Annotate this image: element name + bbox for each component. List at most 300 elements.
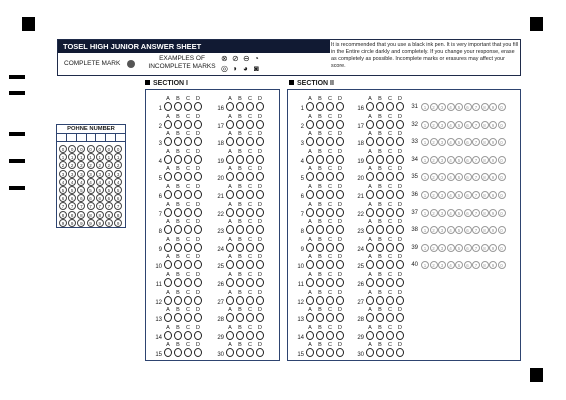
phone-digit-bubble[interactable]: 9 bbox=[96, 219, 104, 227]
phone-digit-bubble[interactable]: 9 bbox=[68, 219, 76, 227]
answer-bubble[interactable] bbox=[226, 313, 234, 322]
answer-bubble[interactable]: 1 bbox=[421, 173, 429, 181]
answer-bubble[interactable] bbox=[164, 155, 172, 164]
answer-bubble[interactable]: 5 bbox=[455, 138, 463, 146]
answer-bubble[interactable] bbox=[174, 348, 182, 357]
answer-bubble[interactable] bbox=[164, 260, 172, 269]
answer-bubble[interactable] bbox=[366, 313, 374, 322]
phone-digit-bubble[interactable]: 3 bbox=[59, 170, 67, 178]
answer-bubble[interactable]: 9 bbox=[489, 138, 497, 146]
answer-bubble[interactable] bbox=[386, 243, 394, 252]
answer-bubble[interactable] bbox=[184, 190, 192, 199]
phone-digit-bubble[interactable]: 4 bbox=[87, 178, 95, 186]
answer-bubble[interactable] bbox=[256, 348, 264, 357]
answer-bubble[interactable]: 5 bbox=[455, 156, 463, 164]
answer-bubble[interactable] bbox=[396, 208, 404, 217]
answer-bubble[interactable] bbox=[184, 296, 192, 305]
answer-bubble[interactable]: 2 bbox=[430, 138, 438, 146]
answer-bubble[interactable] bbox=[326, 313, 334, 322]
answer-bubble[interactable]: 3 bbox=[438, 138, 446, 146]
answer-bubble[interactable] bbox=[306, 331, 314, 340]
answer-bubble[interactable]: 1 bbox=[421, 156, 429, 164]
phone-digit-bubble[interactable]: 6 bbox=[59, 194, 67, 202]
answer-bubble[interactable] bbox=[396, 313, 404, 322]
answer-bubble[interactable] bbox=[386, 155, 394, 164]
phone-digit-bubble[interactable]: 2 bbox=[59, 161, 67, 169]
answer-bubble[interactable] bbox=[174, 278, 182, 287]
answer-bubble[interactable] bbox=[256, 102, 264, 111]
answer-bubble[interactable] bbox=[174, 190, 182, 199]
answer-bubble[interactable] bbox=[256, 208, 264, 217]
phone-digit-bubble[interactable]: 6 bbox=[68, 194, 76, 202]
answer-bubble[interactable]: 5 bbox=[455, 121, 463, 129]
answer-bubble[interactable] bbox=[306, 190, 314, 199]
answer-bubble[interactable] bbox=[316, 313, 324, 322]
answer-bubble[interactable]: 7 bbox=[472, 156, 480, 164]
answer-bubble[interactable] bbox=[174, 260, 182, 269]
answer-bubble[interactable] bbox=[386, 190, 394, 199]
answer-bubble[interactable]: 6 bbox=[464, 173, 472, 181]
answer-bubble[interactable] bbox=[386, 348, 394, 357]
answer-bubble[interactable]: 9 bbox=[489, 209, 497, 217]
answer-bubble[interactable]: 8 bbox=[481, 244, 489, 252]
answer-bubble[interactable] bbox=[376, 348, 384, 357]
phone-entry-box[interactable] bbox=[87, 134, 97, 141]
phone-digit-bubble[interactable]: 4 bbox=[105, 178, 113, 186]
answer-bubble[interactable] bbox=[326, 208, 334, 217]
answer-bubble[interactable]: 0 bbox=[498, 191, 506, 199]
answer-bubble[interactable]: 7 bbox=[472, 209, 480, 217]
answer-bubble[interactable]: 6 bbox=[464, 191, 472, 199]
answer-bubble[interactable]: 4 bbox=[447, 226, 455, 234]
answer-bubble[interactable] bbox=[326, 172, 334, 181]
answer-bubble[interactable] bbox=[326, 243, 334, 252]
answer-bubble[interactable] bbox=[366, 331, 374, 340]
answer-bubble[interactable] bbox=[396, 225, 404, 234]
answer-bubble[interactable]: 1 bbox=[421, 191, 429, 199]
answer-bubble[interactable] bbox=[184, 313, 192, 322]
answer-bubble[interactable] bbox=[386, 260, 394, 269]
phone-digit-bubble[interactable]: 7 bbox=[59, 202, 67, 210]
answer-bubble[interactable] bbox=[164, 190, 172, 199]
answer-bubble[interactable] bbox=[396, 348, 404, 357]
answer-bubble[interactable] bbox=[366, 260, 374, 269]
answer-bubble[interactable] bbox=[306, 172, 314, 181]
answer-bubble[interactable] bbox=[164, 172, 172, 181]
answer-bubble[interactable]: 3 bbox=[438, 209, 446, 217]
answer-bubble[interactable] bbox=[226, 155, 234, 164]
answer-bubble[interactable] bbox=[194, 243, 202, 252]
phone-digit-bubble[interactable]: 3 bbox=[96, 170, 104, 178]
phone-digit-bubble[interactable]: 9 bbox=[114, 219, 122, 227]
phone-digit-bubble[interactable]: 6 bbox=[114, 194, 122, 202]
phone-entry-box[interactable] bbox=[106, 134, 116, 141]
answer-bubble[interactable] bbox=[326, 137, 334, 146]
answer-bubble[interactable] bbox=[236, 225, 244, 234]
phone-entry-box[interactable] bbox=[116, 134, 125, 141]
answer-bubble[interactable] bbox=[184, 155, 192, 164]
answer-bubble[interactable] bbox=[184, 243, 192, 252]
answer-bubble[interactable]: 3 bbox=[438, 121, 446, 129]
answer-bubble[interactable] bbox=[194, 278, 202, 287]
answer-bubble[interactable] bbox=[366, 120, 374, 129]
answer-bubble[interactable] bbox=[396, 172, 404, 181]
phone-digit-bubble[interactable]: 1 bbox=[59, 153, 67, 161]
answer-bubble[interactable] bbox=[396, 102, 404, 111]
answer-bubble[interactable] bbox=[164, 102, 172, 111]
answer-bubble[interactable] bbox=[336, 331, 344, 340]
answer-bubble[interactable] bbox=[246, 243, 254, 252]
answer-bubble[interactable]: 8 bbox=[481, 103, 489, 111]
answer-bubble[interactable]: 2 bbox=[430, 156, 438, 164]
answer-bubble[interactable]: 8 bbox=[481, 173, 489, 181]
answer-bubble[interactable]: 5 bbox=[455, 244, 463, 252]
answer-bubble[interactable]: 4 bbox=[447, 191, 455, 199]
answer-bubble[interactable] bbox=[336, 137, 344, 146]
phone-digit-bubble[interactable]: 3 bbox=[77, 170, 85, 178]
answer-bubble[interactable] bbox=[164, 313, 172, 322]
answer-bubble[interactable] bbox=[164, 348, 172, 357]
answer-bubble[interactable] bbox=[184, 172, 192, 181]
phone-digit-bubble[interactable]: 4 bbox=[68, 178, 76, 186]
answer-bubble[interactable] bbox=[306, 102, 314, 111]
answer-bubble[interactable] bbox=[236, 348, 244, 357]
answer-bubble[interactable] bbox=[236, 190, 244, 199]
phone-digit-bubble[interactable]: 7 bbox=[105, 202, 113, 210]
answer-bubble[interactable]: 1 bbox=[421, 121, 429, 129]
answer-bubble[interactable] bbox=[174, 296, 182, 305]
phone-digit-bubble[interactable]: 6 bbox=[77, 194, 85, 202]
answer-bubble[interactable]: 0 bbox=[498, 156, 506, 164]
answer-bubble[interactable] bbox=[226, 260, 234, 269]
answer-bubble[interactable] bbox=[226, 348, 234, 357]
answer-bubble[interactable] bbox=[226, 296, 234, 305]
answer-bubble[interactable] bbox=[184, 102, 192, 111]
phone-digit-bubble[interactable]: 5 bbox=[96, 186, 104, 194]
phone-digit-bubble[interactable]: 6 bbox=[96, 194, 104, 202]
answer-bubble[interactable] bbox=[246, 155, 254, 164]
answer-bubble[interactable] bbox=[226, 120, 234, 129]
answer-bubble[interactable] bbox=[316, 137, 324, 146]
answer-bubble[interactable]: 5 bbox=[455, 226, 463, 234]
answer-bubble[interactable]: 3 bbox=[438, 173, 446, 181]
phone-digit-bubble[interactable]: 9 bbox=[59, 219, 67, 227]
phone-digit-bubble[interactable]: 5 bbox=[87, 186, 95, 194]
answer-bubble[interactable]: 4 bbox=[447, 209, 455, 217]
answer-bubble[interactable] bbox=[236, 120, 244, 129]
answer-bubble[interactable]: 1 bbox=[421, 261, 429, 269]
phone-digit-bubble[interactable]: 8 bbox=[87, 211, 95, 219]
phone-digit-bubble[interactable]: 2 bbox=[77, 161, 85, 169]
answer-bubble[interactable] bbox=[336, 120, 344, 129]
answer-bubble[interactable] bbox=[236, 208, 244, 217]
answer-bubble[interactable] bbox=[194, 260, 202, 269]
answer-bubble[interactable]: 5 bbox=[455, 191, 463, 199]
answer-bubble[interactable] bbox=[396, 243, 404, 252]
answer-bubble[interactable] bbox=[194, 137, 202, 146]
answer-bubble[interactable] bbox=[396, 296, 404, 305]
answer-bubble[interactable] bbox=[316, 278, 324, 287]
answer-bubble[interactable] bbox=[246, 120, 254, 129]
phone-digit-bubble[interactable]: 1 bbox=[68, 153, 76, 161]
answer-bubble[interactable] bbox=[246, 296, 254, 305]
answer-bubble[interactable] bbox=[326, 260, 334, 269]
answer-bubble[interactable]: 6 bbox=[464, 209, 472, 217]
answer-bubble[interactable] bbox=[184, 278, 192, 287]
phone-entry-box[interactable] bbox=[96, 134, 106, 141]
answer-bubble[interactable] bbox=[316, 331, 324, 340]
phone-digit-bubble[interactable]: 4 bbox=[96, 178, 104, 186]
answer-bubble[interactable] bbox=[246, 278, 254, 287]
answer-bubble[interactable] bbox=[336, 225, 344, 234]
answer-bubble[interactable] bbox=[236, 172, 244, 181]
answer-bubble[interactable] bbox=[396, 190, 404, 199]
answer-bubble[interactable] bbox=[306, 155, 314, 164]
answer-bubble[interactable]: 9 bbox=[489, 191, 497, 199]
answer-bubble[interactable] bbox=[194, 225, 202, 234]
answer-bubble[interactable] bbox=[174, 313, 182, 322]
answer-bubble[interactable] bbox=[174, 243, 182, 252]
answer-bubble[interactable] bbox=[246, 225, 254, 234]
answer-bubble[interactable] bbox=[376, 260, 384, 269]
phone-digit-bubble[interactable]: 3 bbox=[87, 170, 95, 178]
answer-bubble[interactable] bbox=[336, 208, 344, 217]
answer-bubble[interactable] bbox=[246, 102, 254, 111]
answer-bubble[interactable] bbox=[386, 120, 394, 129]
answer-bubble[interactable] bbox=[306, 137, 314, 146]
answer-bubble[interactable] bbox=[174, 155, 182, 164]
phone-entry-box[interactable] bbox=[57, 134, 67, 141]
phone-digit-bubble[interactable]: 0 bbox=[105, 145, 113, 153]
answer-bubble[interactable]: 1 bbox=[421, 103, 429, 111]
phone-digit-bubble[interactable]: 5 bbox=[114, 186, 122, 194]
phone-digit-bubble[interactable]: 1 bbox=[77, 153, 85, 161]
answer-bubble[interactable]: 8 bbox=[481, 209, 489, 217]
answer-bubble[interactable] bbox=[306, 260, 314, 269]
answer-bubble[interactable] bbox=[336, 155, 344, 164]
answer-bubble[interactable]: 0 bbox=[498, 226, 506, 234]
answer-bubble[interactable] bbox=[366, 172, 374, 181]
answer-bubble[interactable]: 7 bbox=[472, 121, 480, 129]
answer-bubble[interactable]: 1 bbox=[421, 226, 429, 234]
answer-bubble[interactable] bbox=[386, 331, 394, 340]
answer-bubble[interactable] bbox=[366, 137, 374, 146]
answer-bubble[interactable] bbox=[386, 313, 394, 322]
phone-digit-bubble[interactable]: 9 bbox=[77, 219, 85, 227]
answer-bubble[interactable] bbox=[236, 260, 244, 269]
answer-bubble[interactable] bbox=[336, 296, 344, 305]
answer-bubble[interactable] bbox=[316, 296, 324, 305]
answer-bubble[interactable] bbox=[164, 137, 172, 146]
answer-bubble[interactable]: 4 bbox=[447, 121, 455, 129]
answer-bubble[interactable] bbox=[386, 278, 394, 287]
answer-bubble[interactable]: 0 bbox=[498, 173, 506, 181]
answer-bubble[interactable] bbox=[184, 208, 192, 217]
answer-bubble[interactable]: 5 bbox=[455, 103, 463, 111]
answer-bubble[interactable] bbox=[256, 243, 264, 252]
answer-bubble[interactable] bbox=[326, 190, 334, 199]
answer-bubble[interactable] bbox=[336, 260, 344, 269]
answer-bubble[interactable]: 5 bbox=[455, 209, 463, 217]
answer-bubble[interactable]: 7 bbox=[472, 191, 480, 199]
answer-bubble[interactable] bbox=[164, 278, 172, 287]
answer-bubble[interactable] bbox=[174, 208, 182, 217]
phone-digit-bubble[interactable]: 0 bbox=[68, 145, 76, 153]
answer-bubble[interactable] bbox=[164, 296, 172, 305]
answer-bubble[interactable] bbox=[376, 331, 384, 340]
answer-bubble[interactable] bbox=[194, 296, 202, 305]
answer-bubble[interactable]: 4 bbox=[447, 261, 455, 269]
answer-bubble[interactable] bbox=[256, 260, 264, 269]
answer-bubble[interactable] bbox=[184, 225, 192, 234]
answer-bubble[interactable] bbox=[316, 243, 324, 252]
answer-bubble[interactable] bbox=[194, 208, 202, 217]
answer-bubble[interactable] bbox=[396, 137, 404, 146]
phone-digit-bubble[interactable]: 4 bbox=[59, 178, 67, 186]
answer-bubble[interactable] bbox=[194, 348, 202, 357]
answer-bubble[interactable] bbox=[306, 296, 314, 305]
phone-entry-box[interactable] bbox=[67, 134, 77, 141]
answer-bubble[interactable] bbox=[386, 225, 394, 234]
answer-bubble[interactable] bbox=[174, 102, 182, 111]
phone-digit-bubble[interactable]: 9 bbox=[87, 219, 95, 227]
answer-bubble[interactable]: 0 bbox=[498, 103, 506, 111]
answer-bubble[interactable] bbox=[326, 155, 334, 164]
answer-bubble[interactable] bbox=[306, 208, 314, 217]
answer-bubble[interactable]: 0 bbox=[498, 121, 506, 129]
phone-digit-bubble[interactable]: 1 bbox=[96, 153, 104, 161]
answer-bubble[interactable]: 8 bbox=[481, 138, 489, 146]
answer-bubble[interactable]: 8 bbox=[481, 121, 489, 129]
answer-bubble[interactable] bbox=[376, 296, 384, 305]
answer-bubble[interactable]: 8 bbox=[481, 261, 489, 269]
answer-bubble[interactable]: 2 bbox=[430, 226, 438, 234]
phone-digit-bubble[interactable]: 0 bbox=[77, 145, 85, 153]
answer-bubble[interactable] bbox=[386, 296, 394, 305]
answer-bubble[interactable] bbox=[396, 155, 404, 164]
answer-bubble[interactable] bbox=[376, 278, 384, 287]
answer-bubble[interactable] bbox=[194, 102, 202, 111]
phone-digit-bubble[interactable]: 7 bbox=[77, 202, 85, 210]
answer-bubble[interactable]: 0 bbox=[498, 261, 506, 269]
answer-bubble[interactable] bbox=[336, 243, 344, 252]
answer-bubble[interactable]: 4 bbox=[447, 173, 455, 181]
answer-bubble[interactable] bbox=[164, 120, 172, 129]
phone-digit-bubble[interactable]: 5 bbox=[59, 186, 67, 194]
answer-bubble[interactable] bbox=[306, 348, 314, 357]
answer-bubble[interactable]: 6 bbox=[464, 138, 472, 146]
answer-bubble[interactable]: 2 bbox=[430, 121, 438, 129]
answer-bubble[interactable]: 7 bbox=[472, 226, 480, 234]
phone-digit-bubble[interactable]: 8 bbox=[59, 211, 67, 219]
answer-bubble[interactable] bbox=[396, 120, 404, 129]
phone-digit-bubble[interactable]: 8 bbox=[105, 211, 113, 219]
answer-bubble[interactable] bbox=[366, 208, 374, 217]
answer-bubble[interactable] bbox=[226, 225, 234, 234]
answer-bubble[interactable] bbox=[236, 296, 244, 305]
answer-bubble[interactable]: 3 bbox=[438, 191, 446, 199]
phone-entry-box[interactable] bbox=[77, 134, 87, 141]
answer-bubble[interactable] bbox=[336, 102, 344, 111]
answer-bubble[interactable] bbox=[256, 331, 264, 340]
answer-bubble[interactable] bbox=[236, 137, 244, 146]
answer-bubble[interactable] bbox=[194, 190, 202, 199]
answer-bubble[interactable] bbox=[306, 243, 314, 252]
answer-bubble[interactable]: 2 bbox=[430, 103, 438, 111]
answer-bubble[interactable] bbox=[226, 243, 234, 252]
answer-bubble[interactable] bbox=[174, 331, 182, 340]
answer-bubble[interactable] bbox=[256, 137, 264, 146]
answer-bubble[interactable]: 6 bbox=[464, 226, 472, 234]
answer-bubble[interactable] bbox=[336, 313, 344, 322]
answer-bubble[interactable]: 9 bbox=[489, 261, 497, 269]
answer-bubble[interactable] bbox=[236, 243, 244, 252]
answer-bubble[interactable]: 3 bbox=[438, 103, 446, 111]
phone-digit-bubble[interactable]: 7 bbox=[87, 202, 95, 210]
answer-bubble[interactable] bbox=[256, 190, 264, 199]
answer-bubble[interactable]: 4 bbox=[447, 156, 455, 164]
answer-bubble[interactable]: 7 bbox=[472, 244, 480, 252]
answer-bubble[interactable] bbox=[164, 208, 172, 217]
answer-bubble[interactable] bbox=[396, 331, 404, 340]
answer-bubble[interactable] bbox=[376, 137, 384, 146]
answer-bubble[interactable] bbox=[306, 225, 314, 234]
answer-bubble[interactable] bbox=[226, 278, 234, 287]
answer-bubble[interactable] bbox=[326, 102, 334, 111]
phone-digit-bubble[interactable]: 2 bbox=[114, 161, 122, 169]
answer-bubble[interactable] bbox=[316, 120, 324, 129]
phone-digit-bubble[interactable]: 5 bbox=[77, 186, 85, 194]
answer-bubble[interactable] bbox=[236, 331, 244, 340]
answer-bubble[interactable]: 2 bbox=[430, 261, 438, 269]
answer-bubble[interactable] bbox=[376, 313, 384, 322]
answer-bubble[interactable] bbox=[326, 348, 334, 357]
answer-bubble[interactable] bbox=[246, 313, 254, 322]
phone-digit-bubble[interactable]: 8 bbox=[68, 211, 76, 219]
answer-bubble[interactable]: 2 bbox=[430, 209, 438, 217]
answer-bubble[interactable]: 2 bbox=[430, 173, 438, 181]
answer-bubble[interactable]: 8 bbox=[481, 226, 489, 234]
answer-bubble[interactable]: 5 bbox=[455, 173, 463, 181]
answer-bubble[interactable] bbox=[256, 172, 264, 181]
answer-bubble[interactable] bbox=[366, 243, 374, 252]
answer-bubble[interactable] bbox=[306, 120, 314, 129]
answer-bubble[interactable] bbox=[256, 296, 264, 305]
answer-bubble[interactable] bbox=[194, 313, 202, 322]
answer-bubble[interactable] bbox=[174, 225, 182, 234]
answer-bubble[interactable] bbox=[366, 296, 374, 305]
answer-bubble[interactable] bbox=[246, 208, 254, 217]
answer-bubble[interactable] bbox=[316, 260, 324, 269]
answer-bubble[interactable] bbox=[246, 348, 254, 357]
answer-bubble[interactable] bbox=[326, 120, 334, 129]
phone-digit-bubble[interactable]: 8 bbox=[96, 211, 104, 219]
answer-bubble[interactable]: 9 bbox=[489, 244, 497, 252]
phone-digit-bubble[interactable]: 7 bbox=[96, 202, 104, 210]
answer-bubble[interactable] bbox=[256, 278, 264, 287]
answer-bubble[interactable] bbox=[256, 225, 264, 234]
answer-bubble[interactable] bbox=[376, 172, 384, 181]
answer-bubble[interactable] bbox=[226, 137, 234, 146]
answer-bubble[interactable] bbox=[316, 190, 324, 199]
answer-bubble[interactable] bbox=[164, 331, 172, 340]
answer-bubble[interactable]: 4 bbox=[447, 103, 455, 111]
answer-bubble[interactable] bbox=[306, 313, 314, 322]
answer-bubble[interactable] bbox=[226, 102, 234, 111]
answer-bubble[interactable] bbox=[236, 278, 244, 287]
phone-digit-bubble[interactable]: 0 bbox=[96, 145, 104, 153]
answer-bubble[interactable] bbox=[256, 155, 264, 164]
